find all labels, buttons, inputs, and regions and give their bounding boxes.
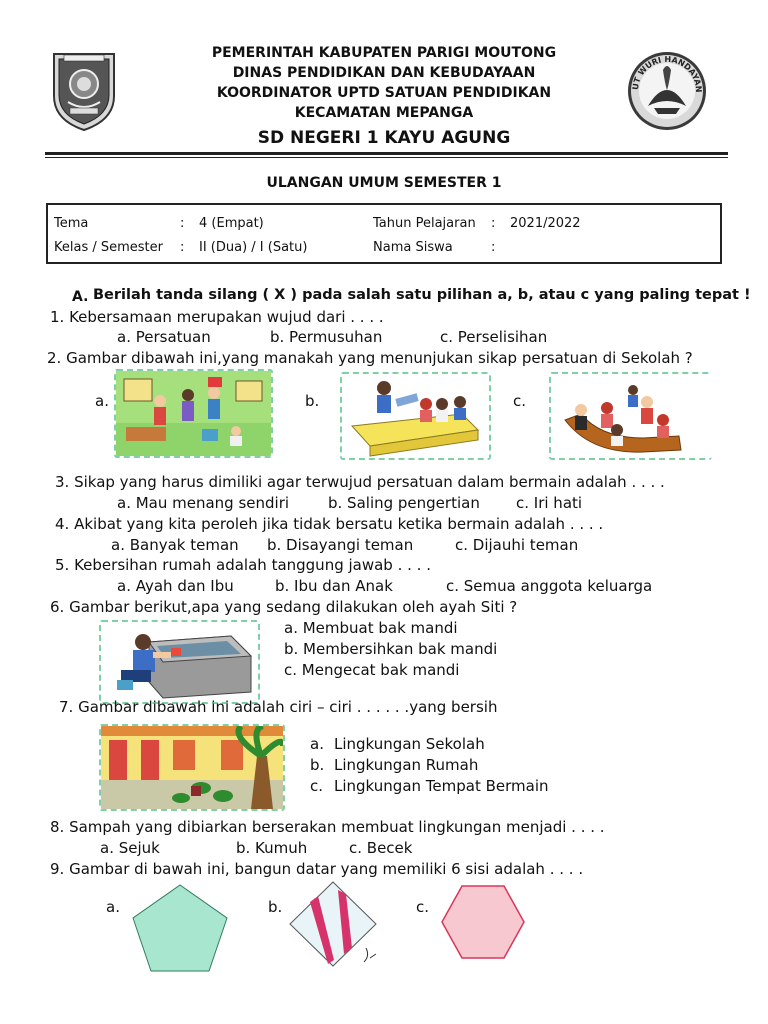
q6-option-a[interactable]: a. Membuat bak mandi bbox=[284, 619, 458, 637]
q4-option-a[interactable]: a. Banyak teman bbox=[111, 536, 239, 554]
tahun-label: Tahun Pelajaran bbox=[373, 215, 476, 231]
bathtub-picture bbox=[99, 620, 260, 704]
question-5: 5. Kebersihan rumah adalah tanggung jawab . . . . bbox=[55, 556, 431, 574]
header-line-2: DINAS PENDIDIKAN DAN KEBUDAYAAN bbox=[232, 65, 536, 81]
q3-option-a[interactable]: a. Mau menang sendiri bbox=[117, 494, 290, 512]
q1-option-b[interactable]: b. Permusuhan bbox=[270, 328, 383, 346]
q8-option-b[interactable]: b. Kumuh bbox=[236, 839, 308, 857]
tema-label: Tema bbox=[54, 215, 89, 231]
classroom-picture[interactable] bbox=[114, 369, 273, 458]
students-table-picture[interactable] bbox=[340, 372, 491, 460]
q6-option-b[interactable]: b. Membersihkan bak mandi bbox=[284, 640, 498, 658]
header-line-4: KECAMATAN MEPANGA bbox=[294, 105, 474, 121]
q1-option-c[interactable]: c. Perselisihan bbox=[440, 328, 548, 346]
q7-option-b-letter: b. bbox=[310, 756, 325, 774]
section-instruction: Berilah tanda silang ( X ) pada salah satu pilihan a, b, atau c yang paling tepat ! bbox=[93, 287, 751, 303]
header-divider-thin bbox=[45, 157, 728, 158]
student-info-table bbox=[54, 211, 630, 259]
question-7: 7. Gambar dibawah ini adalah ciri – ciri . . . . . .yang bersih bbox=[59, 698, 498, 716]
q4-option-c[interactable]: c. Dijauhi teman bbox=[455, 536, 579, 554]
colon: : bbox=[180, 239, 185, 255]
question-9: 9. Gambar di bawah ini, bangun datar yang memiliki 6 sisi adalah . . . . bbox=[50, 860, 584, 878]
question-6: 6. Gambar berikut,apa yang sedang dilakukan oleh ayah Siti ? bbox=[50, 598, 518, 616]
colon: : bbox=[491, 239, 496, 255]
students-table-illustration bbox=[342, 374, 489, 458]
q5-option-c[interactable]: c. Semua anggota keluarga bbox=[446, 577, 653, 595]
q5-option-a[interactable]: a. Ayah dan Ibu bbox=[117, 577, 234, 595]
school-yard-illustration bbox=[101, 726, 283, 809]
q3-option-b[interactable]: b. Saling pengertian bbox=[328, 494, 480, 512]
school-yard-picture bbox=[99, 724, 285, 811]
hexagon-shape[interactable] bbox=[440, 884, 526, 960]
school-name: SD NEGERI 1 KAYU AGUNG bbox=[257, 128, 511, 148]
q7-option-c[interactable]: Lingkungan Tempat Bermain bbox=[334, 777, 549, 795]
question-4: 4. Akibat yang kita peroleh jika tidak bersatu ketika bermain adalah . . . . bbox=[55, 515, 604, 533]
student-info-box bbox=[46, 203, 722, 264]
nama-label: Nama Siswa bbox=[373, 239, 453, 255]
q6-option-c[interactable]: c. Mengecat bak mandi bbox=[284, 661, 460, 679]
q9-option-a[interactable]: a. bbox=[106, 898, 120, 916]
info-row-1 bbox=[54, 211, 630, 235]
question-8: 8. Sampah yang dibiarkan berserakan membuat lingkungan menjadi . . . . bbox=[50, 818, 605, 836]
kelas-label: Kelas / Semester bbox=[54, 239, 163, 255]
q8-option-a[interactable]: a. Sejuk bbox=[100, 839, 160, 857]
pentagon-shape[interactable] bbox=[130, 882, 230, 974]
bathtub-cleaning-illustration bbox=[101, 622, 258, 702]
header-line-1: PEMERINTAH KABUPATEN PARIGI MOUTONG bbox=[211, 45, 557, 61]
section-letter: A. bbox=[72, 289, 89, 305]
q2-option-a[interactable]: a. bbox=[95, 392, 109, 410]
colon: : bbox=[491, 215, 496, 231]
kelas-value: II (Dua) / I (Satu) bbox=[199, 239, 308, 255]
kite-string bbox=[364, 948, 376, 962]
header-divider bbox=[45, 152, 728, 155]
tema-value: 4 (Empat) bbox=[199, 215, 264, 231]
q5-option-b[interactable]: b. Ibu dan Anak bbox=[275, 577, 393, 595]
kite-icon bbox=[290, 882, 376, 966]
tahun-value: 2021/2022 bbox=[510, 215, 581, 231]
q3-option-c[interactable]: c. Iri hati bbox=[516, 494, 583, 512]
colon: : bbox=[180, 215, 185, 231]
q7-option-c-letter: c. bbox=[310, 777, 324, 795]
q9-option-c[interactable]: c. bbox=[416, 898, 430, 916]
q4-option-b[interactable]: b. Disayangi teman bbox=[267, 536, 414, 554]
header-line-3: KOORDINATOR UPTD SATUAN PENDIDIKAN bbox=[216, 85, 552, 101]
exam-title: ULANGAN UMUM SEMESTER 1 bbox=[266, 175, 502, 191]
q8-option-c[interactable]: c. Becek bbox=[349, 839, 413, 857]
q7-option-a-letter: a. bbox=[310, 735, 324, 753]
hexagon-icon bbox=[442, 886, 524, 958]
info-row-2 bbox=[54, 235, 630, 259]
group-sitting-illustration bbox=[551, 374, 712, 458]
group-sitting-picture[interactable] bbox=[549, 372, 712, 460]
q2-option-c[interactable]: c. bbox=[513, 392, 527, 410]
nama-value[interactable] bbox=[510, 235, 630, 259]
question-2: 2. Gambar dibawah ini,yang manakah yang menunjukan sikap persatuan di Sekolah ? bbox=[47, 349, 693, 367]
q9-option-b[interactable]: b. bbox=[268, 898, 283, 916]
logo-motto: UT WURI HANDAYAN bbox=[630, 54, 704, 93]
question-1: 1. Kebersamaan merupakan wujud dari . . . . bbox=[50, 308, 384, 326]
q7-option-a[interactable]: Lingkungan Sekolah bbox=[334, 735, 485, 753]
kite-shape[interactable] bbox=[288, 880, 378, 970]
pentagon-icon bbox=[133, 885, 227, 971]
q7-option-b[interactable]: Lingkungan Rumah bbox=[334, 756, 479, 774]
q1-option-a[interactable]: a. Persatuan bbox=[117, 328, 211, 346]
q2-option-b[interactable]: b. bbox=[305, 392, 320, 410]
question-3: 3. Sikap yang harus dimiliki agar terwujud persatuan dalam bermain adalah . . . . bbox=[55, 473, 665, 491]
classroom-illustration bbox=[116, 371, 271, 456]
